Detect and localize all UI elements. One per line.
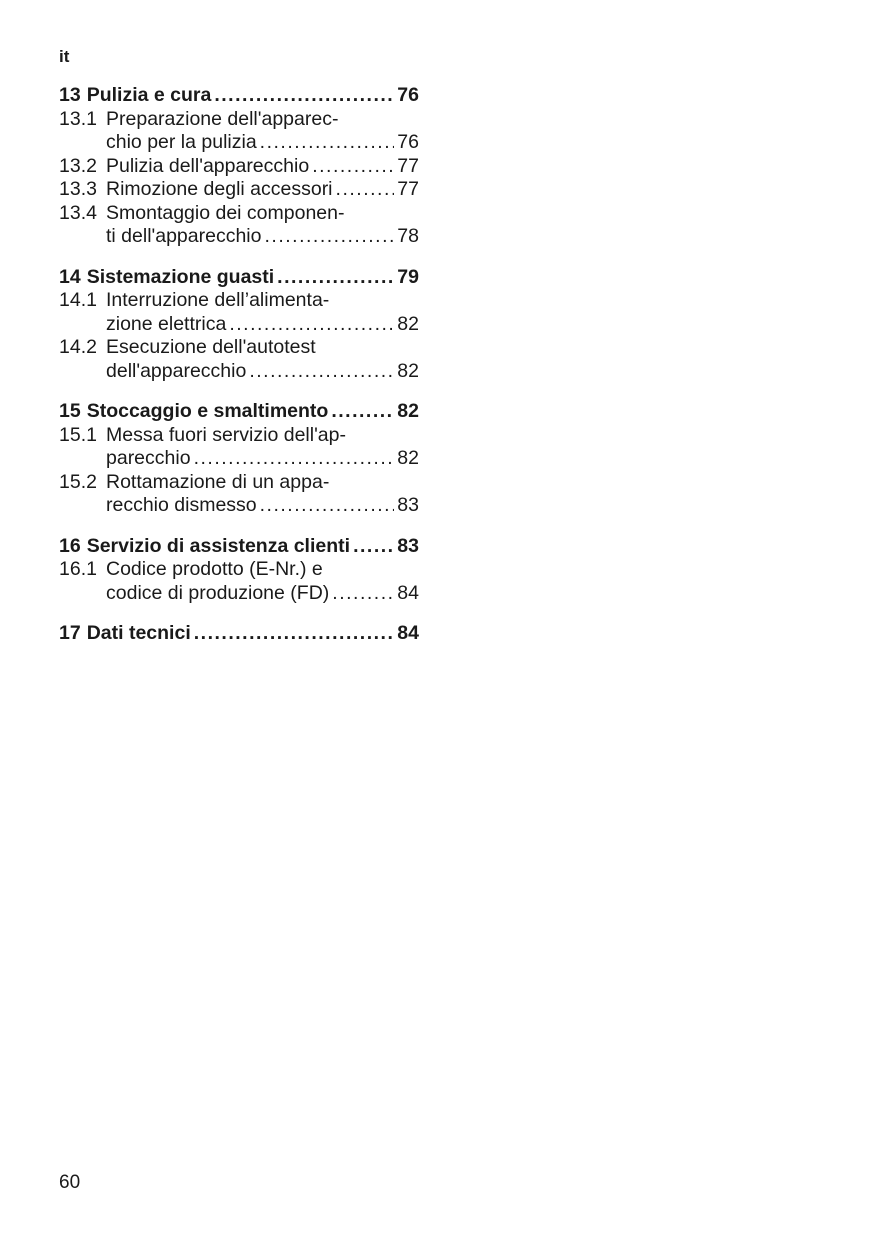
toc-entry-13-4-line1[interactable] — [59, 202, 419, 226]
toc-number: 16.1 — [59, 558, 97, 580]
toc-title: Pulizia e cura — [86, 84, 212, 106]
toc-page: 83 — [397, 534, 419, 557]
toc-entry-14-2-line2[interactable] — [59, 360, 419, 384]
toc-title-cont: zione elettrica — [106, 312, 227, 335]
toc-entry-14-1-line2[interactable] — [59, 313, 419, 337]
toc-entry-16[interactable] — [59, 535, 419, 559]
toc-number: 15 — [59, 400, 81, 422]
toc-entry-14-1-line1[interactable] — [59, 289, 419, 313]
toc-number: 17 — [59, 622, 81, 644]
toc-title: Smontaggio dei componen- — [106, 201, 345, 224]
leader-dots — [229, 313, 394, 337]
toc-number: 13.1 — [59, 107, 97, 130]
toc-entry-14[interactable] — [59, 266, 419, 290]
leader-dots — [260, 131, 395, 155]
toc-number: 14.2 — [59, 336, 97, 358]
toc-entry-16-1-line1[interactable] — [59, 558, 419, 582]
toc-number: 16 — [59, 534, 81, 557]
toc-page: 76 — [397, 84, 419, 106]
table-of-contents — [59, 84, 419, 663]
leader-dots — [353, 535, 394, 559]
toc-page: 82 — [397, 447, 419, 469]
toc-page: 84 — [397, 581, 419, 604]
toc-entry-13[interactable] — [59, 84, 419, 108]
toc-title-cont: dell'apparecchio — [106, 359, 247, 382]
toc-entry-13-3[interactable] — [59, 178, 419, 202]
toc-entry-15-2-line2[interactable] — [59, 494, 419, 518]
leader-dots — [214, 84, 394, 108]
toc-title: Servizio di assistenza clienti — [86, 534, 351, 557]
page-number: 60 — [59, 1172, 81, 1193]
leader-dots — [260, 494, 395, 518]
toc-number: 13.3 — [59, 178, 97, 200]
toc-title: Preparazione dell'apparec- — [106, 107, 339, 130]
leader-dots — [332, 582, 394, 606]
toc-entry-15-1-line1[interactable] — [59, 424, 419, 448]
leader-dots — [265, 225, 395, 249]
toc-number: 14.1 — [59, 289, 97, 311]
leader-dots — [336, 178, 395, 202]
toc-title: Dati tecnici — [86, 622, 191, 644]
toc-page: 79 — [397, 265, 419, 288]
toc-title-cont: ti dell'apparecchio — [106, 225, 262, 247]
toc-number: 15.1 — [59, 423, 97, 446]
toc-title: Codice prodotto (E-Nr.) e — [106, 558, 323, 580]
toc-title: Messa fuori servizio dell'ap- — [106, 423, 346, 446]
toc-title-cont: chio per la pulizia — [106, 131, 257, 153]
toc-page: 76 — [397, 131, 419, 153]
toc-page: 82 — [397, 312, 419, 335]
toc-number: 14 — [59, 265, 81, 288]
toc-section-13 — [59, 84, 419, 249]
toc-page: 77 — [397, 178, 419, 200]
toc-title: Rottamazione di un appa- — [106, 470, 330, 493]
toc-entry-16-1-line2[interactable] — [59, 582, 419, 606]
toc-number: 13.2 — [59, 154, 97, 177]
toc-section-17 — [59, 622, 419, 646]
toc-section-14 — [59, 266, 419, 384]
leader-dots — [331, 400, 394, 424]
leader-dots — [194, 622, 395, 646]
toc-title: Sistemazione guasti — [86, 265, 275, 288]
toc-number: 13 — [59, 84, 81, 106]
toc-entry-15-1-line2[interactable] — [59, 447, 419, 471]
toc-page: 82 — [397, 400, 419, 422]
toc-entry-13-4-line2[interactable] — [59, 225, 419, 249]
toc-title: Pulizia dell'apparecchio — [106, 154, 310, 177]
toc-title: Rimozione degli accessori — [106, 178, 333, 200]
toc-title: Interruzione dell’alimenta- — [106, 289, 330, 311]
toc-title: Stoccaggio e smaltimento — [86, 400, 329, 422]
toc-entry-13-1-line1[interactable] — [59, 108, 419, 132]
leader-dots — [249, 360, 394, 384]
toc-title-cont: parecchio — [106, 447, 191, 469]
toc-entry-15[interactable] — [59, 400, 419, 424]
toc-page: 84 — [397, 622, 419, 644]
toc-title-cont: codice di produzione (FD) — [106, 581, 330, 604]
toc-entry-13-1-line2[interactable] — [59, 131, 419, 155]
toc-section-15 — [59, 400, 419, 518]
leader-dots — [312, 155, 394, 179]
toc-entry-13-2[interactable] — [59, 155, 419, 179]
toc-page: 78 — [397, 225, 419, 247]
toc-number: 15.2 — [59, 470, 97, 493]
leader-dots — [194, 447, 395, 471]
toc-entry-14-2-line1[interactable] — [59, 336, 419, 360]
toc-entry-17[interactable] — [59, 622, 419, 646]
toc-section-16 — [59, 535, 419, 606]
toc-page: 82 — [397, 359, 419, 382]
toc-page: 83 — [397, 494, 419, 516]
toc-title-cont: recchio dismesso — [106, 494, 257, 516]
toc-entry-15-2-line1[interactable] — [59, 471, 419, 495]
toc-title: Esecuzione dell'autotest — [106, 336, 316, 358]
toc-number: 13.4 — [59, 201, 97, 224]
language-label: it — [59, 47, 70, 66]
leader-dots — [277, 266, 394, 290]
toc-page: 77 — [397, 154, 419, 177]
